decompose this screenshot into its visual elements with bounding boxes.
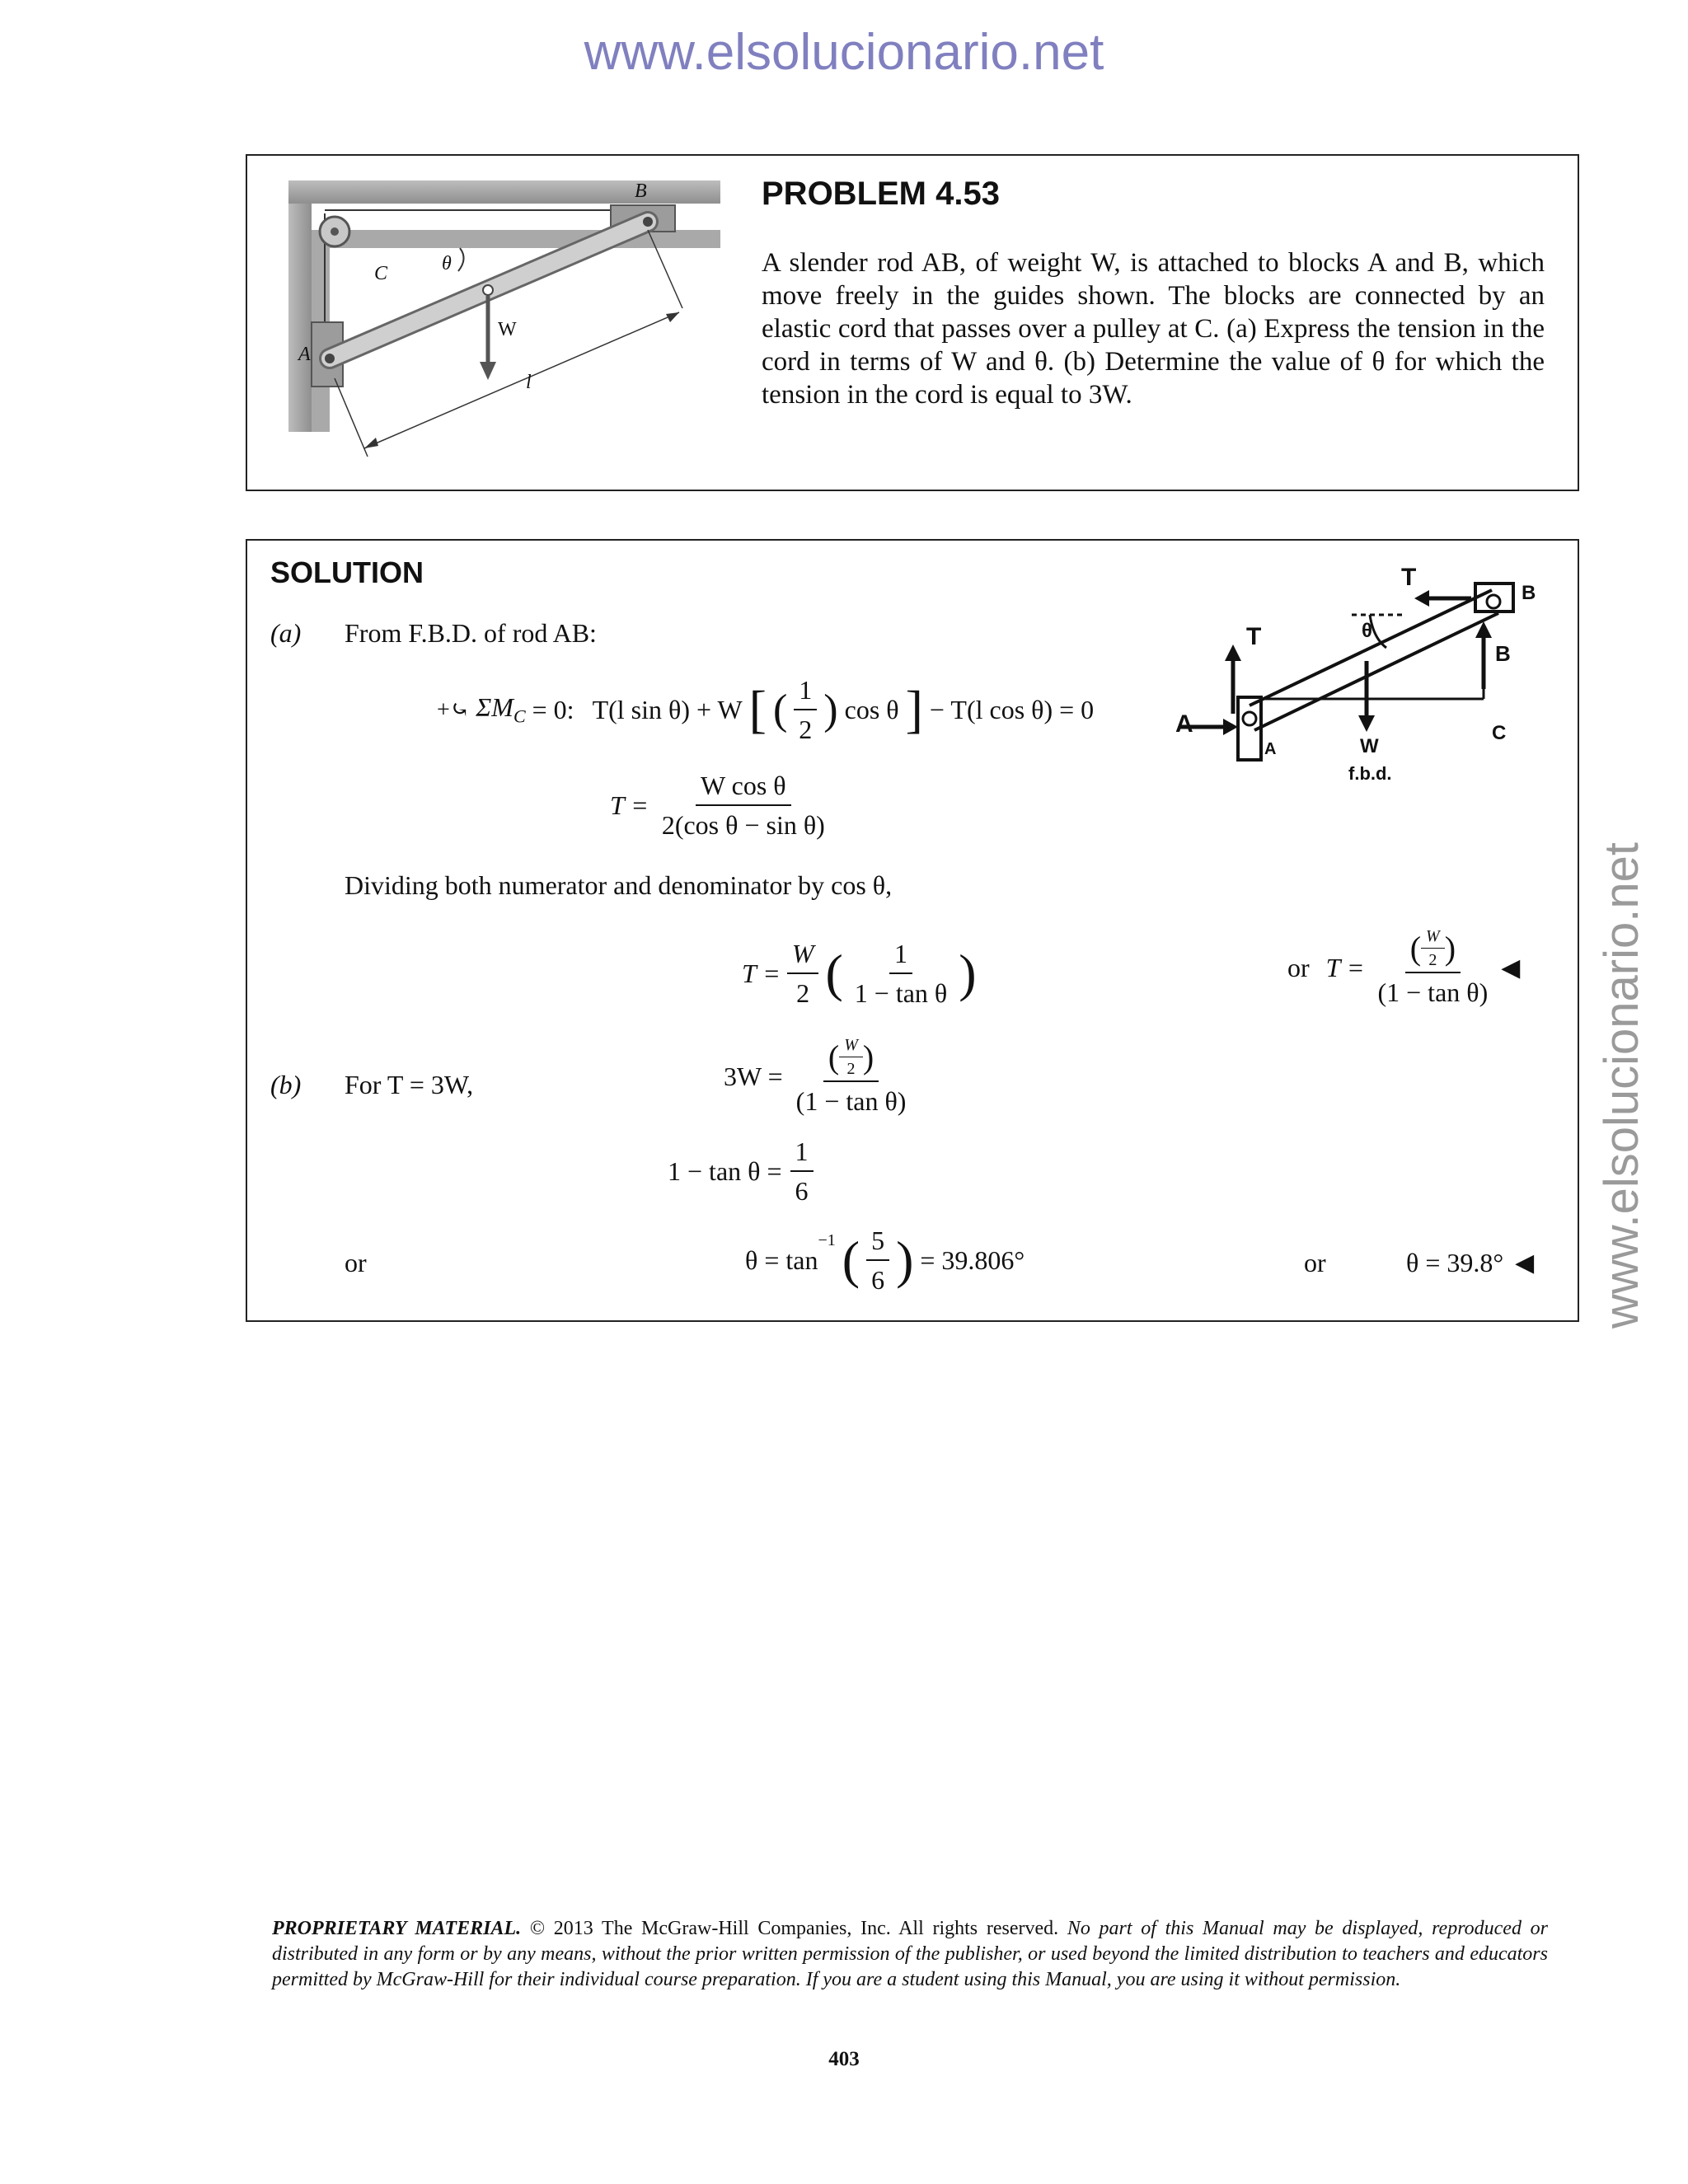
part-b-or-1: or: [345, 1248, 367, 1277]
moment-equation: +⤿ $\Sigma M_C$ = 0: T(l sin θ) + W [ ( $\frac{1}{2}$ ) cos θ ] − T(l cos θ) = 0: [437, 675, 1095, 744]
fbd-figure: [1179, 565, 1558, 796]
part-a-label: (a): [270, 618, 302, 648]
watermark-side: www.elsolucionario.net: [1595, 842, 1648, 1329]
moment-term2: − T(l cos θ) = 0: [929, 694, 1095, 724]
answer-b: θ = 39.8° ◀: [1406, 1248, 1535, 1277]
fbd-label-T-top: T: [1401, 564, 1417, 591]
figure-label-C: C: [374, 263, 388, 284]
tension-equation-2: T = $\frac{W}{2}$ ( $\frac{1}{\text{1 − tan θ}}$ ): [742, 939, 977, 1008]
ccw-moment-icon: +⤿: [437, 697, 470, 723]
figure-label-l: l: [526, 372, 532, 393]
part-b-for: For T = 3W,: [345, 1070, 474, 1099]
problem-statement: A slender rod AB, of weight W, is attached to blocks A and B, which move freely in the guides shown. The blocks are connected by an elastic cord that passes over a pulley at C. (a) Express the tension in the cord in terms of W and θ. (b) Determine the value of θ for which the tension in the cord is equal to 3W.: [762, 248, 1545, 410]
part-b-equation-2: 1 − tan θ = $\frac{1}{6}$: [668, 1136, 814, 1207]
figure-label-W: W: [498, 319, 517, 340]
answer-a: or T = ( $\frac{W}{2}$ ) (1 − tan θ) ◀: [1287, 927, 1521, 1007]
part-b-equation-1: 3W = ( $\frac{W}{2}$ ) (1 − tan θ): [724, 1036, 907, 1116]
part-b-equation-3: θ = tan $^{-1}$ ( $\frac{5}{6}$ ) = 39.806°: [745, 1226, 1025, 1295]
watermark-top: www.elsolucionario.net: [584, 24, 1104, 81]
moment-paren: (: [772, 686, 788, 733]
moment-sum: $\Sigma M_C$: [476, 691, 526, 727]
problem-box: [246, 154, 1579, 491]
fbd-label-C: C: [1492, 722, 1507, 744]
fbd-label-B-block: B: [1522, 582, 1536, 604]
part-b-label: (b): [270, 1070, 302, 1099]
answer-marker-icon: ◀: [1515, 1249, 1535, 1277]
fbd-label-W: W: [1360, 735, 1379, 757]
solution-box: [246, 539, 1579, 1322]
part-a-intro: From F.B.D. of rod AB:: [345, 618, 597, 648]
fbd-label-A-block: A: [1264, 740, 1277, 758]
fbd-label-B-reaction: B: [1495, 641, 1511, 666]
fbd-label-A-force: A: [1175, 710, 1193, 738]
figure-label-A: A: [298, 344, 311, 365]
fbd-label-T-left: T: [1246, 623, 1262, 650]
page-number: 403: [828, 2048, 860, 2070]
dividing-text: Dividing both numerator and denominator by cos θ,: [345, 870, 893, 900]
moment-cos: cos θ: [844, 694, 899, 724]
problem-title: PROBLEM 4.53: [762, 176, 1000, 212]
moment-term1: T(l sin θ) + W: [592, 694, 743, 724]
fbd-caption: f.b.d.: [1348, 763, 1392, 784]
moment-eq0: = 0:: [532, 694, 574, 724]
figure-label-B: B: [635, 180, 647, 202]
answer-marker-icon: ◀: [1501, 954, 1521, 982]
tension-equation-1: T = $\frac{\text{W cos θ}}{\text{2(cos θ − sin θ)}}$: [610, 771, 825, 840]
footer-notice: PROPRIETARY MATERIAL. © 2013 The McGraw-Hill Companies, Inc. All rights reserved. No part of this Manual may be displayed, reproduced or distributed in any form or by any means, without the prior written permission of the publisher, or used beyond the limited distribution to teachers and educators permitted by McGraw-Hill for their individual course preparation. If you are a student using this Manual, you are using it without permission.: [272, 1918, 1548, 1990]
fbd-label-theta: θ: [1362, 620, 1372, 642]
part-b-or-2: or: [1304, 1248, 1326, 1277]
moment-bracket: [: [748, 680, 767, 738]
figure-label-theta: θ: [442, 253, 452, 274]
solution-title: SOLUTION: [270, 555, 424, 589]
half-fraction: $\frac{1}{2}$: [794, 674, 817, 745]
